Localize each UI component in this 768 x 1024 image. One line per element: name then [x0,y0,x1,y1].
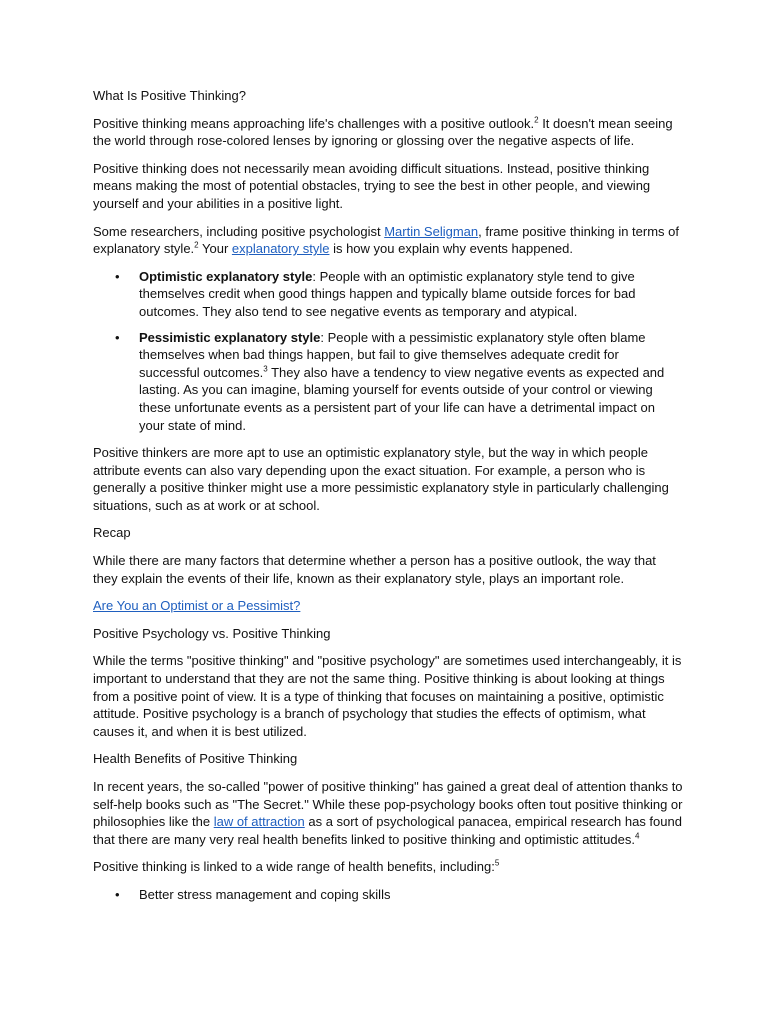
heading-psychology-vs-thinking: Positive Psychology vs. Positive Thinking [93,625,331,641]
paragraph-health: In recent years, the so-called "power of positive thinking" has gained a great deal of attention thanks to self-help books such as "The Secret." While these pop-psychology books often tout positive thinking or philosophies like the law of attraction as a sort of psychological panacea, empirical research has found that there are many very real health benefits linked to positive thinking and optimistic attitudes.$^4$ [93,779,683,847]
list-item-pessimistic: • Pessimistic explanatory style: People with a pessimistic explanatory style often blame themselves when bad things happen, but fail to give themselves adequate credit for successful outcomes.$^3$ They also have a tendency to view negative events as expected and lasting. As you can imagine, blaming yourself for events outside of your control or viewing these unfortunate events as a persistent part of your life can have a detrimental impact on your state of mind. [115,329,665,433]
paragraph-definition: Positive thinking means approaching life's challenges with a positive outlook.$^2$ It doesn't mean seeing the world through rose-colored lenses by ignoring or glossing over the negative aspects of life. [93,115,673,149]
paragraph-explanatory-style: Some researchers, including positive psychologist Martin Seligman, frame positive thinking in terms of explanatory style.$^2$ Your explanatory style is how you explain why events happened. [93,223,679,257]
citation-3: 3 [263,364,268,374]
related-link-row [93,597,683,615]
list-item-optimistic: • Optimistic explanatory style: People with an optimistic explanatory style tend to give themselves credit when good things happen and typically blame outside forces for bad outcomes. They also tend to see negative events as temporary and atypical. [115,268,636,319]
bullet-icon: • [115,886,120,902]
paragraph-not-avoiding: Positive thinking does not necessarily mean avoiding difficult situations. Instead, positive thinking means making the most of potential obstacles, trying to see the best in other people, and viewing yourself and your abilities in a positive light. [93,160,651,211]
law-of-attraction-link[interactable]: law of attraction [213,814,305,830]
term-pessimistic: Pessimistic explanatory style [139,329,321,345]
optimist-or-pessimist-link[interactable]: Are You an Optimist or a Pessimist? [93,598,301,614]
explanatory-styles-list [93,268,683,434]
heading-recap: Recap [93,525,131,541]
heading-what-is-positive-thinking: What Is Positive Thinking? [93,88,246,103]
article-body [93,87,683,914]
martin-seligman-link[interactable]: Martin Seligman [384,223,479,239]
paragraph-linked-benefits: Positive thinking is linked to a wide range of health benefits, including:$^5$ [93,859,500,875]
citation-5: 5 [494,859,500,869]
list-item-stress-management: • Better stress management and coping skills [115,886,391,902]
paragraph-psychology: While the terms "positive thinking" and "positive psychology" are sometimes used interchangeably, it is important to understand that they are not the same thing. Positive thinking is about looking at things from a positive point of view. It is a type of thinking that focuses on maintaining a positive, optimistic attitude. Positive psychology is a branch of psychology that studies the effects of optimism, what causes it, and when it is best utilized. [93,653,682,739]
citation-4: 4 [634,831,640,841]
bullet-icon: • [115,329,120,345]
paragraph-positive-thinkers: Positive thinkers are more apt to use an optimistic explanatory style, but the way in which people attribute events can also vary depending upon the exact situation. For example, a person who is generally a positive thinker might use a more pessimistic explanatory style in particularly challenging situations, such as at work or at school. [93,445,669,513]
citation-2: 2 [194,240,199,250]
heading-health-benefits: Health Benefits of Positive Thinking [93,751,298,767]
health-benefits-list [93,886,683,904]
citation-2: 2 [534,115,539,125]
explanatory-style-link[interactable]: explanatory style [231,241,330,257]
bullet-icon: • [115,268,120,284]
paragraph-recap: While there are many factors that determine whether a person has a positive outlook, the way that they explain the events of their life, known as their explanatory style, plays an important role. [93,553,656,586]
term-optimistic: Optimistic explanatory style [139,268,313,284]
